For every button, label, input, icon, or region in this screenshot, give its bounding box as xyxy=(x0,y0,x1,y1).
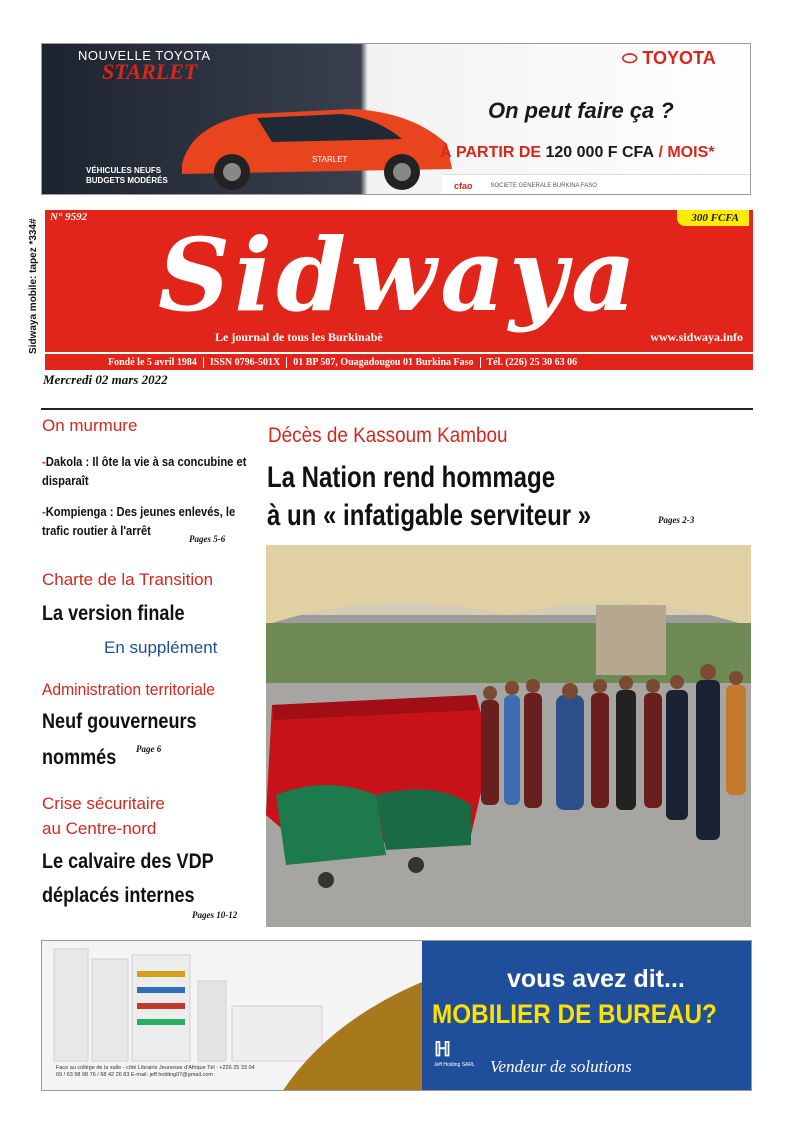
ceremony-photo[interactable] xyxy=(266,545,751,927)
main-headline-line2: à un « infatigable serviteur » xyxy=(267,499,592,532)
divider xyxy=(41,408,753,410)
office-furniture-advertisement[interactable] xyxy=(41,940,752,1091)
ad-line2: MOBILIER DE BUREAU? xyxy=(432,999,717,1029)
ad-contact: Face au collège de la salle - côté Librairie Jeunesse d'Afrique Tél : +226 25 33 04 69 / 63 98 98 76 / 68 42 26 83 E-mail: jeff.holding07@gmail.com xyxy=(56,1065,255,1078)
website-link[interactable]: www.sidwaya.info xyxy=(650,330,743,344)
brief-dash: - xyxy=(42,504,46,519)
crise-headline-line2[interactable]: déplacés internes xyxy=(42,884,195,907)
toyota-brand: ⬭ TOYOTA xyxy=(622,48,716,68)
main-kicker: Décès de Kassoum Kambou xyxy=(268,424,508,447)
ad-price: À PARTIR DE 120 000 F CFA / MOIS* xyxy=(440,144,715,161)
admin-headline-line2[interactable]: nommés xyxy=(42,746,117,769)
toyota-logo-icon: ⬭ xyxy=(622,48,643,68)
newspaper-logo: Sidwaya xyxy=(158,216,640,334)
partner-cfao: cfao xyxy=(454,180,473,191)
ad-tagline: Vendeur de solutions xyxy=(490,1057,632,1076)
issue-date: Mercredi 02 mars 2022 xyxy=(43,372,168,387)
admin-kicker: Administration territoriale xyxy=(42,680,215,699)
toyota-advertisement[interactable] xyxy=(41,43,751,195)
ad-slogan: On peut faire ça ? xyxy=(488,98,674,123)
admin-pages: Page 6 xyxy=(136,744,162,754)
crise-kicker-line2: au Centre-nord xyxy=(42,819,157,838)
brief-pages: Pages 5-6 xyxy=(189,534,226,544)
jeff-holding-logo: ℍ Jeff Holding SARL xyxy=(434,1039,475,1068)
info-bar xyxy=(45,352,753,370)
masthead xyxy=(45,210,753,352)
brief-dakola[interactable]: -Dakola : Il ôte la vie à sa concubine et disparaît xyxy=(42,454,247,488)
mobile-side-text: Sidwaya mobile: tapez *334# xyxy=(28,218,39,354)
address: 01 BP 507, Ouagadougou 01 Burkina Faso xyxy=(287,357,480,368)
crise-headline-line1[interactable]: Le calvaire des VDP xyxy=(42,850,214,873)
jh-monogram-icon: ℍ xyxy=(434,1039,451,1061)
main-headline[interactable] xyxy=(267,459,591,535)
main-pages: Pages 2-3 xyxy=(658,515,695,525)
issn: ISSN 0796-501X xyxy=(204,357,287,368)
charte-subtitle: En supplément xyxy=(104,638,218,657)
ad-model-line2: STARLET xyxy=(102,59,198,84)
founding-date: Fondé le 5 avril 1984 xyxy=(102,357,204,368)
main-headline-line1: La Nation rend hommage xyxy=(267,461,556,494)
car-badge: STARLET xyxy=(312,155,348,164)
charte-headline[interactable]: La version finale xyxy=(42,602,185,625)
phone: Tél. (226) 25 30 63 06 xyxy=(486,356,578,368)
ad-model-line1: NOUVELLE TOYOTA xyxy=(78,48,211,63)
ad-partners xyxy=(442,174,751,195)
charte-kicker: Charte de la Transition xyxy=(42,570,214,589)
car-image xyxy=(162,84,462,194)
issue-number: N° 9592 xyxy=(50,211,88,223)
crise-pages: Pages 10-12 xyxy=(192,910,238,920)
ad-checkbox-text: VÉHICULES NEUFS BUDGETS MODÉRÉS xyxy=(86,166,168,185)
tagline: Le journal de tous les Burkinabè xyxy=(215,330,383,344)
crise-kicker-line1: Crise sécuritaire xyxy=(42,794,165,813)
price-badge: 300 FCFA xyxy=(677,210,749,226)
brief-kompienga[interactable]: -Kompienga : Des jeunes enlevés, le trafic routier à l'arrêt xyxy=(42,504,236,538)
ad-line1: vous avez dit... xyxy=(507,965,685,993)
partner-sgbf: SOCIETE GENERALE BURKINA FASO xyxy=(490,182,597,189)
admin-headline-line1[interactable]: Neuf gouverneurs xyxy=(42,710,197,733)
murmure-title: On murmure xyxy=(42,416,138,435)
brief-dash: - xyxy=(42,454,46,469)
